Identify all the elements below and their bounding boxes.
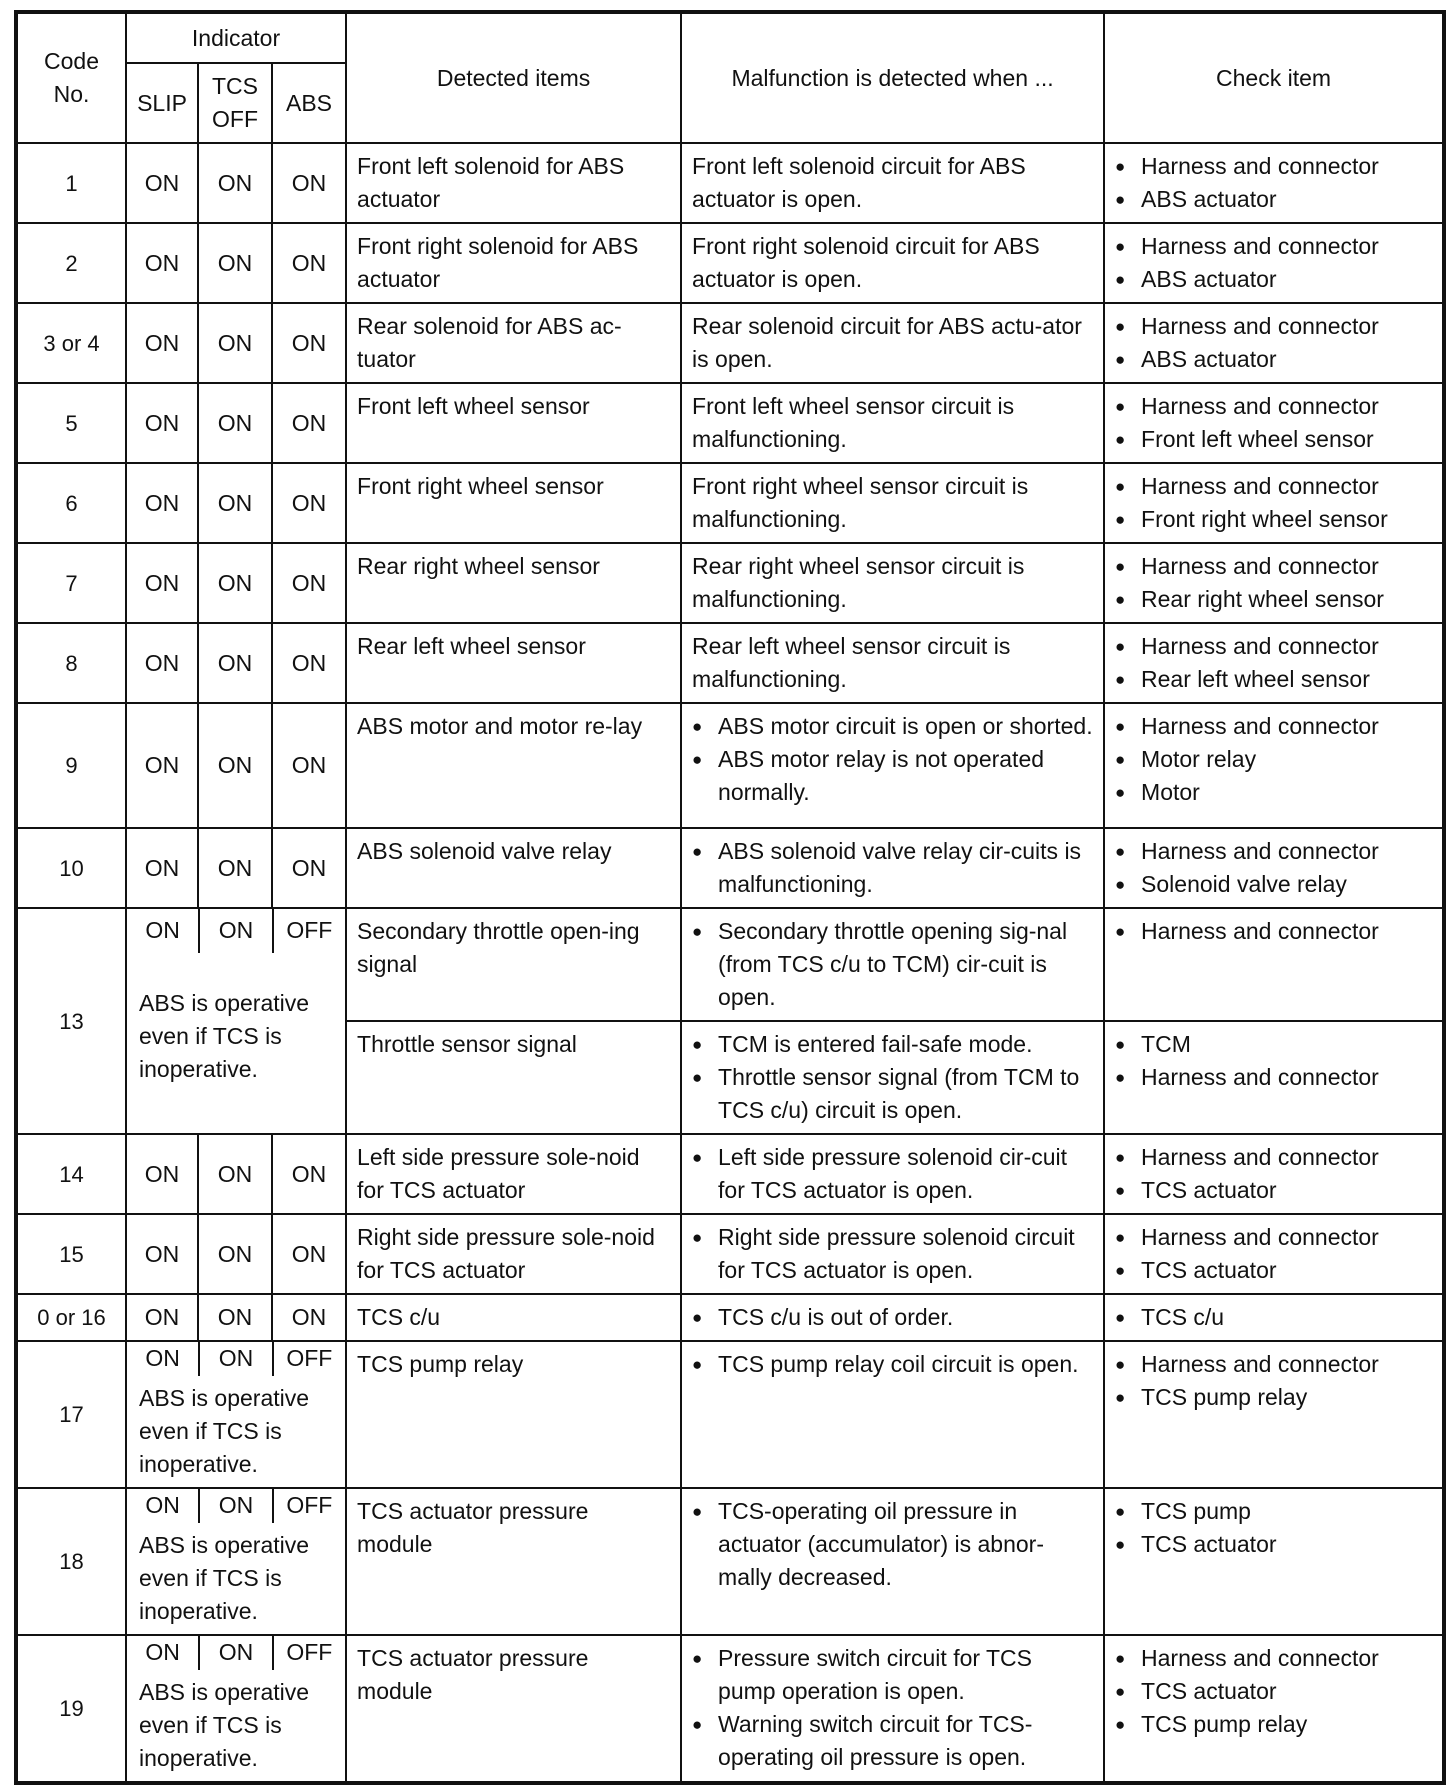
tcs-off-indicator-cell: ON [198,223,272,303]
malfunction-list [692,1141,1093,1207]
malfunction-list-item: ● Pressure switch circuit for TCS pump operation is open. [692,1642,1093,1708]
check-list-item: ● Motor [1115,776,1432,809]
table-row [16,1635,1444,1783]
check-list [1115,630,1432,696]
tcs-off-indicator-cell: ON [198,463,272,543]
check-item-cell [1104,828,1444,908]
check-item-cell [1104,1488,1444,1635]
check-list-item: ● Harness and connector [1115,915,1432,948]
code-no-cell: 15 [16,1214,126,1294]
check-item-cell [1104,1341,1444,1488]
check-list-item: ● TCS c/u [1115,1301,1432,1334]
detected-item-cell: Secondary throttle open-ing signal [346,908,681,1021]
code-no-cell: 9 [16,703,126,828]
malfunction-cell [681,1294,1104,1341]
abs-operative-note: ABS is operative even if TCS is inoperative. [139,1385,310,1477]
tcs-off-indicator: ON [198,1489,271,1523]
table-row [16,623,1444,703]
tcs-off-indicator-cell: ON [198,543,272,623]
check-list [1115,550,1432,616]
tcs-off-indicator-cell: ON [198,828,272,908]
check-list-item: ● Solenoid valve relay [1115,868,1432,901]
tcs-off-indicator: ON [198,1636,271,1670]
malfunction-list [692,1348,1093,1381]
header-detected-items: Detected items [346,12,681,143]
check-list-item: ● Harness and connector [1115,710,1432,743]
code-no-cell: 14 [16,1134,126,1214]
malfunction-cell [681,908,1104,1021]
code-no-cell: 2 [16,223,126,303]
malfunction-list [692,835,1093,901]
malfunction-text-line: Front left wheel sensor circuit is malfunctioning. [692,393,1015,452]
code-no-cell: 10 [16,828,126,908]
slip-indicator-cell: ON [126,463,198,543]
check-item-cell [1104,1635,1444,1783]
check-list [1115,835,1432,901]
detected-item-cell: Throttle sensor signal [346,1021,681,1134]
check-list-item: ● Front left wheel sensor [1115,423,1432,456]
check-list-item: ● ABS actuator [1115,343,1432,376]
malfunction-cell [681,543,1104,623]
check-list [1115,1028,1432,1094]
slip-indicator-cell: ON [126,1214,198,1294]
tcs-off-indicator-cell: ON [198,143,272,223]
check-list-item: ● TCM [1115,1028,1432,1061]
slip-indicator-cell: ON [126,623,198,703]
tcs-off-indicator-cell: ON [198,383,272,463]
detected-item-cell: Front left wheel sensor [346,383,681,463]
abs-operative-note: ABS is operative even if TCS is inoperative. [139,990,310,1082]
indicator-states [127,1489,345,1523]
detected-item-cell: TCS pump relay [346,1341,681,1488]
malfunction-cell [681,1021,1104,1134]
malfunction-cell [681,1635,1104,1783]
table-row [16,703,1444,828]
check-list-item: ● Harness and connector [1115,630,1432,663]
detected-item-cell: ABS solenoid valve relay [346,828,681,908]
table-row [16,383,1444,463]
detected-item-cell: TCS c/u [346,1294,681,1341]
abs-indicator-cell: ON [272,143,346,223]
malfunction-list [692,1642,1093,1774]
check-list-item: ● Harness and connector [1115,390,1432,423]
check-list [1115,1642,1432,1741]
abs-indicator-cell: ON [272,1294,346,1341]
tcs-off-indicator: ON [198,1342,271,1376]
check-list [1115,1495,1432,1561]
malfunction-text-line: Front right wheel sensor circuit is malfunctioning. [692,473,1029,532]
check-item-cell [1104,303,1444,383]
check-list [1115,915,1432,948]
table-row [16,1134,1444,1214]
malfunction-list [692,1495,1093,1594]
slip-indicator: ON [145,1492,180,1518]
slip-indicator: ON [145,1639,180,1665]
slip-indicator-cell: ON [126,1134,198,1214]
malfunction-list-item: ● TCS-operating oil pressure in actuator (accumulator) is abnor-mally decreased. [692,1495,1093,1594]
code-no-cell: 6 [16,463,126,543]
abs-operative-note: ABS is operative even if TCS is inoperative. [139,1679,310,1771]
check-list [1115,310,1432,376]
detected-item-cell: TCS actuator pressure module [346,1488,681,1635]
check-list-item: ● TCS actuator [1115,1174,1432,1207]
check-item-cell [1104,908,1444,1021]
malfunction-cell [681,1488,1104,1635]
malfunction-list-item: ● Throttle sensor signal (from TCM to TCS c/u) circuit is open. [692,1061,1093,1127]
check-item-cell [1104,463,1444,543]
malfunction-cell [681,1134,1104,1214]
abs-indicator-cell: ON [272,383,346,463]
code-no-cell: 13 [16,908,126,1134]
code-no-cell: 19 [16,1635,126,1783]
header-abs: ABS [272,63,346,143]
malfunction-cell [681,303,1104,383]
indicator-merged-cell [126,1488,346,1635]
header-code-no: Code No. [16,12,126,143]
malfunction-text [692,550,1093,616]
check-item-cell [1104,1214,1444,1294]
slip-indicator-cell: ON [126,223,198,303]
check-list [1115,230,1432,296]
malfunction-text [692,310,1093,376]
check-list-item: ● TCS actuator [1115,1254,1432,1287]
table-row [16,543,1444,623]
check-list-item: ● TCS pump [1115,1495,1432,1528]
header-indicator: Indicator [126,12,346,63]
malfunction-list-item: ● TCS pump relay coil circuit is open. [692,1348,1093,1381]
check-list [1115,1348,1432,1414]
table-row [16,828,1444,908]
tcs-off-indicator-cell: ON [198,623,272,703]
malfunction-text-line: Rear right wheel sensor circuit is malfunctioning. [692,553,1025,612]
check-list [1115,470,1432,536]
malfunction-cell [681,383,1104,463]
malfunction-cell [681,828,1104,908]
check-list-item: ● Harness and connector [1115,1348,1432,1381]
malfunction-text [692,630,1093,696]
tcs-off-indicator-cell: ON [198,1294,272,1341]
abs-indicator-cell: ON [272,1214,346,1294]
check-item-cell [1104,543,1444,623]
malfunction-cell [681,223,1104,303]
table-row [16,1488,1444,1635]
check-item-cell [1104,1294,1444,1341]
malfunction-text-line: Front right solenoid circuit for ABS actuator is open. [692,233,1040,292]
detected-item-cell: Front right wheel sensor [346,463,681,543]
slip-indicator-cell: ON [126,143,198,223]
header-slip: SLIP [126,63,198,143]
abs-indicator-cell: ON [272,463,346,543]
check-list-item: ● Harness and connector [1115,835,1432,868]
code-no-cell: 8 [16,623,126,703]
check-item-cell [1104,703,1444,828]
table-row [16,223,1444,303]
detected-item-cell: Rear solenoid for ABS ac-tuator [346,303,681,383]
check-item-cell [1104,223,1444,303]
check-item-cell [1104,143,1444,223]
abs-indicator-cell: ON [272,303,346,383]
check-list-item: ● Harness and connector [1115,310,1432,343]
detected-item-cell: Rear right wheel sensor [346,543,681,623]
detected-item-cell: Front left solenoid for ABS actuator [346,143,681,223]
check-list-item: ● ABS actuator [1115,263,1432,296]
malfunction-list [692,1028,1093,1127]
table-row [16,463,1444,543]
detected-item-cell: TCS actuator pressure module [346,1635,681,1783]
indicator-merged-cell [126,908,346,1134]
check-list [1115,150,1432,216]
malfunction-text [692,390,1093,456]
malfunction-list-item: ● Warning switch circuit for TCS-operating oil pressure is open. [692,1708,1093,1774]
malfunction-list-item: ● Right side pressure solenoid circuit for TCS actuator is open. [692,1221,1093,1287]
check-list [1115,1141,1432,1207]
header-tcs-off: TCS OFF [198,63,272,143]
abs-indicator: OFF [272,1342,345,1376]
code-no-cell: 18 [16,1488,126,1635]
malfunction-list-item: ● ABS motor relay is not operated normally. [692,743,1093,809]
check-list-item: ● Harness and connector [1115,550,1432,583]
check-list-item: ● TCS pump relay [1115,1381,1432,1414]
check-list-item: ● Harness and connector [1115,1061,1432,1094]
slip-indicator-cell: ON [126,828,198,908]
malfunction-cell [681,463,1104,543]
check-list-item: ● TCS pump relay [1115,1708,1432,1741]
check-list-item: ● Rear right wheel sensor [1115,583,1432,616]
malfunction-list-item: ● ABS solenoid valve relay cir-cuits is malfunctioning. [692,835,1093,901]
indicator-merged-cell [126,1635,346,1783]
table-row [16,143,1444,223]
slip-indicator: ON [145,917,180,943]
check-list-item: ● Harness and connector [1115,1141,1432,1174]
malfunction-cell [681,623,1104,703]
malfunction-cell [681,143,1104,223]
malfunction-text-line: Front left solenoid circuit for ABS actuator is open. [692,153,1026,212]
table-row [16,908,1444,1021]
tcs-off-indicator: ON [198,909,271,953]
code-no-cell: 0 or 16 [16,1294,126,1341]
tcs-off-indicator-cell: ON [198,303,272,383]
check-item-cell [1104,1021,1444,1134]
table-body [16,143,1444,1783]
check-item-cell [1104,1134,1444,1214]
abs-operative-note: ABS is operative even if TCS is inoperative. [139,1532,310,1624]
detected-item-cell: Rear left wheel sensor [346,623,681,703]
slip-indicator-cell: ON [126,703,198,828]
malfunction-list-item: ● TCM is entered fail-safe mode. [692,1028,1093,1061]
malfunction-list-item: ● Secondary throttle opening sig-nal (from TCS c/u to TCM) cir-cuit is open. [692,915,1093,1014]
malfunction-cell [681,1341,1104,1488]
check-list-item: ● Harness and connector [1115,230,1432,263]
check-item-cell [1104,383,1444,463]
indicator-states [127,1636,345,1670]
malfunction-list [692,915,1093,1014]
check-list-item: ● TCS actuator [1115,1675,1432,1708]
check-list-item: ● Harness and connector [1115,150,1432,183]
slip-indicator-cell: ON [126,543,198,623]
diagnostic-code-table-sheet [14,10,1442,1780]
detected-item-cell: ABS motor and motor re-lay [346,703,681,828]
detected-item-cell: Right side pressure sole-noid for TCS actuator [346,1214,681,1294]
check-list [1115,390,1432,456]
detected-item-cell: Left side pressure sole-noid for TCS actuator [346,1134,681,1214]
abs-indicator: OFF [272,909,345,953]
check-list-item: ● ABS actuator [1115,183,1432,216]
tcs-off-indicator-cell: ON [198,1134,272,1214]
malfunction-text [692,230,1093,296]
abs-indicator-cell: ON [272,703,346,828]
malfunction-list-item: ● TCS c/u is out of order. [692,1301,1093,1334]
abs-indicator: OFF [272,1489,345,1523]
check-list-item: ● Rear left wheel sensor [1115,663,1432,696]
slip-indicator-cell: ON [126,1294,198,1341]
abs-indicator-cell: ON [272,223,346,303]
malfunction-list [692,1221,1093,1287]
malfunction-list-item: ● Left side pressure solenoid cir-cuit for TCS actuator is open. [692,1141,1093,1207]
malfunction-text-line: Rear solenoid circuit for ABS actu-ator is open. [692,313,1082,372]
check-list-item: ● Harness and connector [1115,470,1432,503]
abs-indicator-cell: ON [272,543,346,623]
header-malfunction: Malfunction is detected when ... [681,12,1104,143]
indicator-states [127,909,345,953]
malfunction-cell [681,1214,1104,1294]
tcs-off-indicator-cell: ON [198,703,272,828]
detected-item-cell: Front right solenoid for ABS actuator [346,223,681,303]
malfunction-text [692,150,1093,216]
diagnostic-code-table [14,10,1446,1785]
abs-indicator-cell: ON [272,1134,346,1214]
abs-indicator: OFF [272,1636,345,1670]
table-row [16,303,1444,383]
code-no-cell: 7 [16,543,126,623]
abs-indicator-cell: ON [272,828,346,908]
check-list-item: ● Harness and connector [1115,1642,1432,1675]
tcs-off-indicator-cell: ON [198,1214,272,1294]
table-row [16,1214,1444,1294]
code-no-cell: 5 [16,383,126,463]
abs-indicator-cell: ON [272,623,346,703]
header-check-item: Check item [1104,12,1444,143]
code-no-cell: 1 [16,143,126,223]
check-item-cell [1104,623,1444,703]
table-row [16,1341,1444,1488]
check-list [1115,710,1432,809]
indicator-merged-cell [126,1341,346,1488]
malfunction-list [692,1301,1093,1334]
table-row [16,1294,1444,1341]
code-no-cell: 3 or 4 [16,303,126,383]
check-list-item: ● Front right wheel sensor [1115,503,1432,536]
indicator-states [127,1342,345,1376]
check-list-item: ● Motor relay [1115,743,1432,776]
header-row-1 [16,12,1444,63]
malfunction-text [692,470,1093,536]
check-list [1115,1221,1432,1287]
slip-indicator-cell: ON [126,303,198,383]
malfunction-text-line: Rear left wheel sensor circuit is malfunctioning. [692,633,1011,692]
slip-indicator: ON [145,1345,180,1371]
code-no-cell: 17 [16,1341,126,1488]
malfunction-list [692,710,1093,809]
check-list [1115,1301,1432,1334]
malfunction-cell [681,703,1104,828]
check-list-item: ● Harness and connector [1115,1221,1432,1254]
check-list-item: ● TCS actuator [1115,1528,1432,1561]
slip-indicator-cell: ON [126,383,198,463]
malfunction-list-item: ● ABS motor circuit is open or shorted. [692,710,1093,743]
